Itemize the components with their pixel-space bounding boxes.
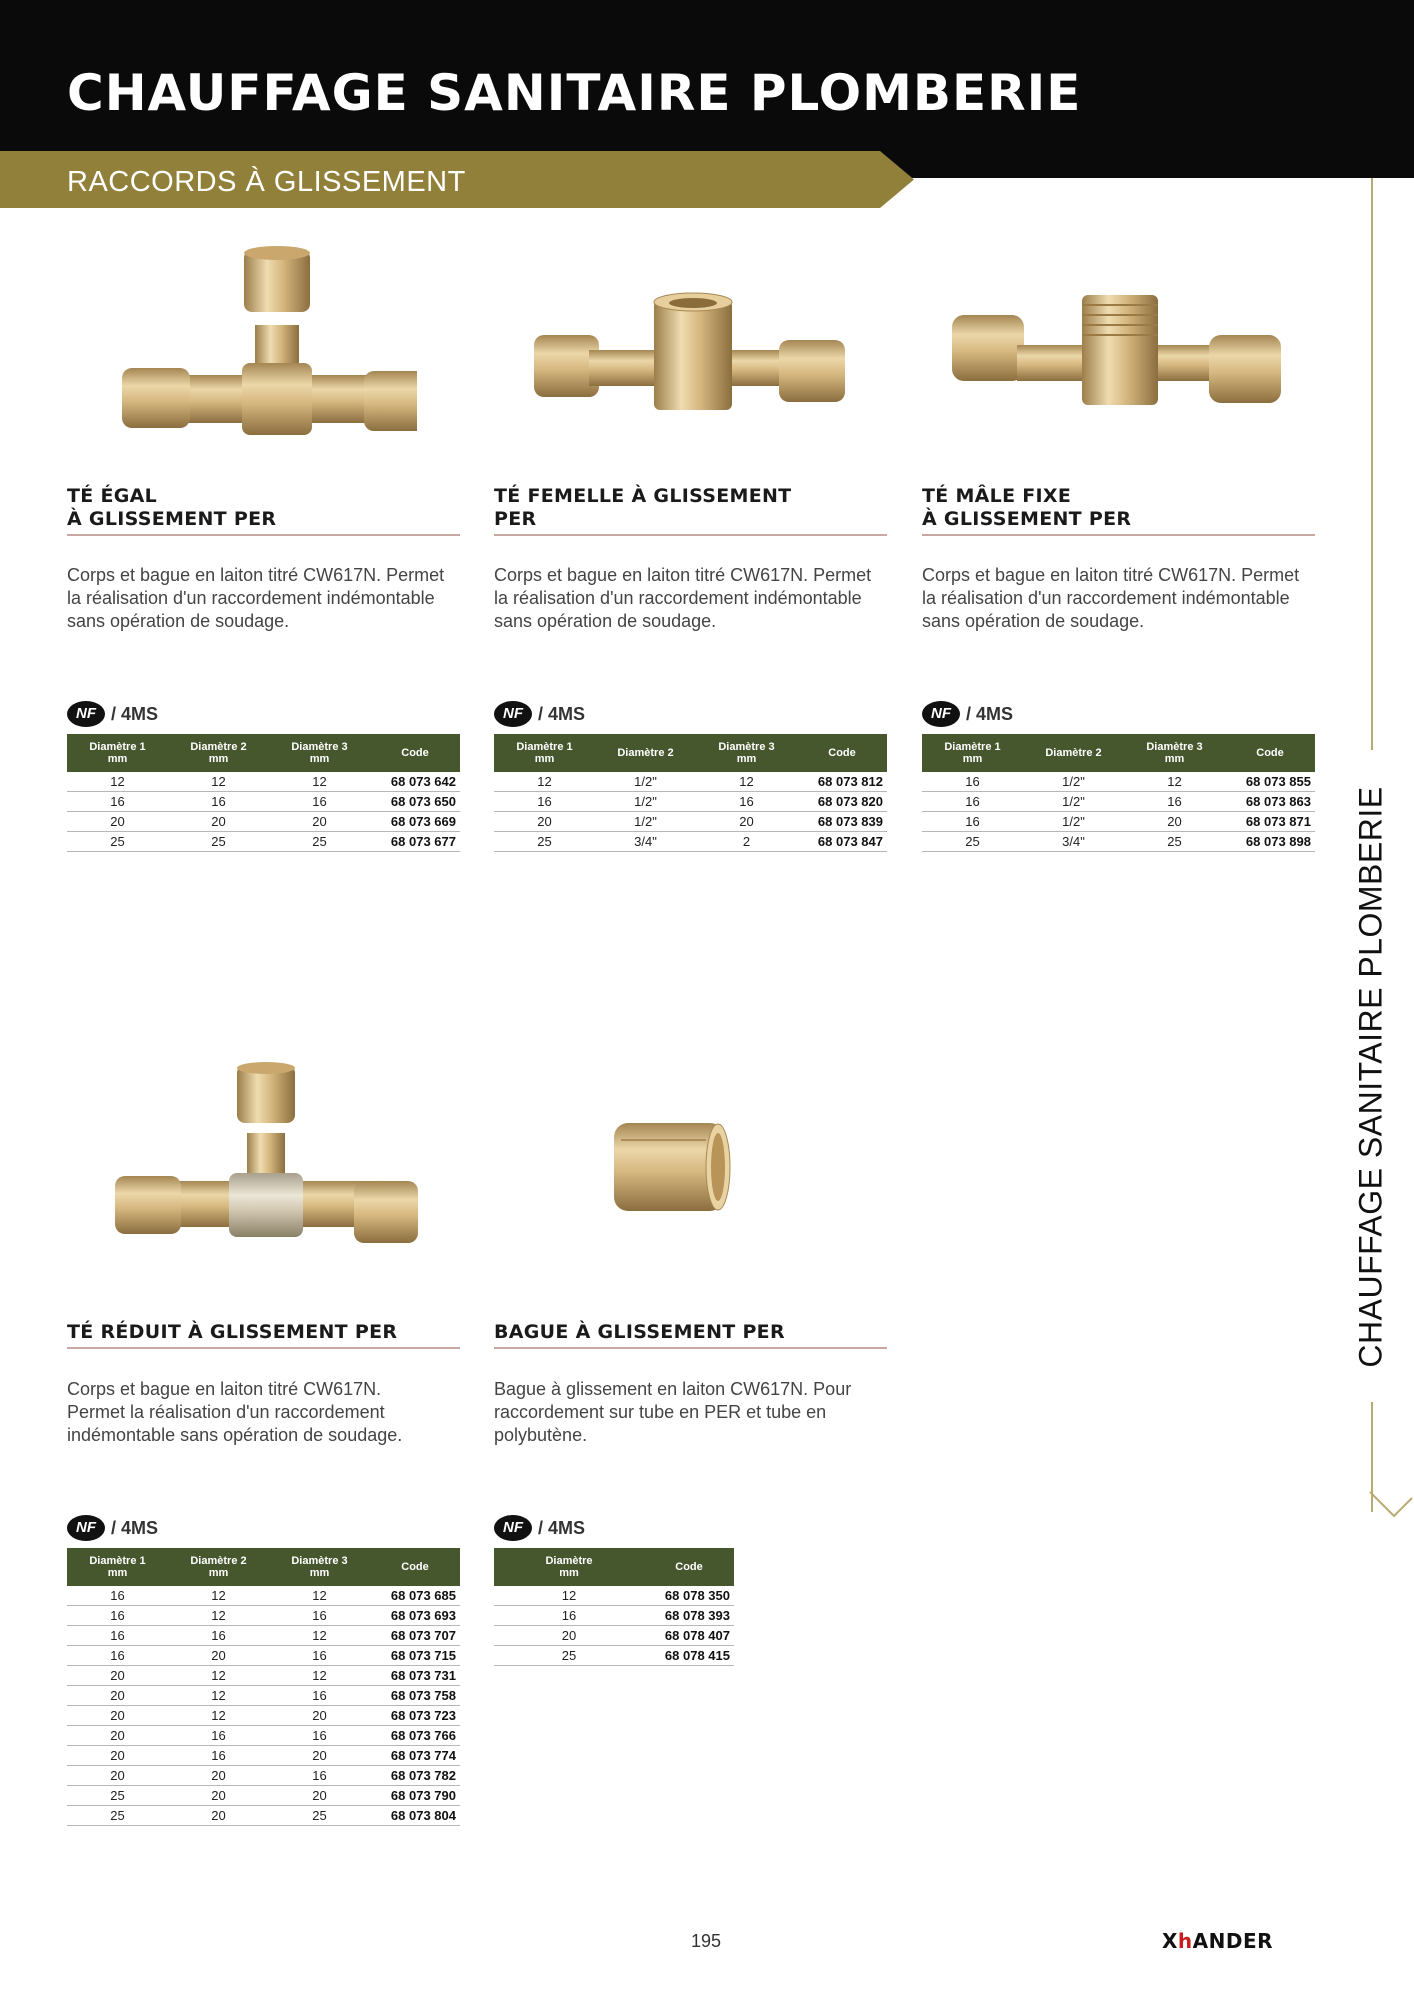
desc-line: Corps et bague en laiton titré CW617N. Permet (922, 565, 1300, 585)
certification-label: / 4MS (966, 703, 1014, 724)
code-cell: 68 073 782 (370, 1766, 460, 1786)
desc-line: sans opération de soudage. (494, 611, 717, 631)
table-cell: 12 (494, 772, 595, 792)
desc-line: Permet la réalisation d'un raccordement (67, 1402, 385, 1422)
table-cell: 12 (168, 1606, 269, 1626)
code-cell: 68 073 855 (1225, 772, 1315, 792)
title-line: TÉ FEMELLE À GLISSEMENT (494, 485, 792, 507)
column-header: Diamètre 3 mm (269, 734, 370, 772)
table-row (494, 1606, 734, 1626)
product-description (494, 564, 887, 633)
brand-part: ANDER (1192, 1929, 1274, 1953)
table-row (67, 1626, 460, 1646)
code-cell: 68 073 804 (370, 1806, 460, 1826)
code-cell: 68 073 707 (370, 1626, 460, 1646)
table-row (67, 772, 460, 792)
desc-line: la réalisation d'un raccordement indémontable (67, 588, 435, 608)
table-row (67, 1766, 460, 1786)
desc-line: Corps et bague en laiton titré CW617N. (67, 1379, 382, 1399)
code-cell: 68 073 731 (370, 1666, 460, 1686)
brand-part: h (1177, 1929, 1193, 1953)
table-cell: 16 (269, 1606, 370, 1626)
table-cell: 20 (67, 1686, 168, 1706)
product-title (922, 485, 1315, 536)
table-row (67, 1706, 460, 1726)
section-title: RACCORDS À GLISSEMENT (67, 166, 466, 198)
code-cell: 68 073 812 (797, 772, 887, 792)
code-cell: 68 078 415 (644, 1646, 734, 1666)
brand-part: X (1162, 1929, 1178, 1953)
table-cell: 3/4" (595, 832, 696, 852)
table-cell: 16 (168, 1746, 269, 1766)
table-cell: 12 (168, 772, 269, 792)
table-cell: 25 (67, 832, 168, 852)
table-row (67, 1606, 460, 1626)
desc-line: la réalisation d'un raccordement indémontable (494, 588, 862, 608)
table-cell: 16 (922, 792, 1023, 812)
table-row (494, 772, 887, 792)
te-male-image (947, 290, 1287, 460)
table-row (67, 812, 460, 832)
column-header: Diamètre 3 mm (1124, 734, 1225, 772)
table-cell: 20 (168, 1806, 269, 1826)
code-cell: 68 073 790 (370, 1786, 460, 1806)
table-cell: 1/2" (1023, 772, 1124, 792)
desc-line: polybutène. (494, 1425, 588, 1445)
column-header: Diamètre 2 (1023, 734, 1124, 772)
table-cell: 25 (1124, 832, 1225, 852)
table-cell: 1/2" (1023, 792, 1124, 812)
table-cell: 20 (696, 812, 797, 832)
table-cell: 20 (168, 1766, 269, 1786)
table-cell: 16 (269, 1726, 370, 1746)
table-row (494, 1586, 734, 1606)
table-cell: 12 (494, 1586, 644, 1606)
table-cell: 16 (67, 792, 168, 812)
table-cell: 20 (67, 1766, 168, 1786)
desc-line: Corps et bague en laiton titré CW617N. Permet (494, 565, 872, 585)
table-cell: 12 (269, 1586, 370, 1606)
product-description (67, 564, 460, 633)
title-line: À GLISSEMENT PER (67, 508, 277, 530)
nf-logo-icon: NF (494, 1515, 532, 1541)
column-header: Diamètre 1 mm (922, 734, 1023, 772)
column-header: Diamètre 1 mm (494, 734, 595, 772)
nf-logo-icon: NF (67, 1515, 105, 1541)
table-cell: 20 (67, 1666, 168, 1686)
code-cell: 68 073 677 (370, 832, 460, 852)
product-title (67, 1321, 460, 1349)
table-row (494, 792, 887, 812)
table-cell: 1/2" (595, 792, 696, 812)
table-cell: 12 (168, 1666, 269, 1686)
code-cell: 68 073 669 (370, 812, 460, 832)
table-cell: 1/2" (595, 812, 696, 832)
table-cell: 25 (67, 1806, 168, 1826)
product-title (494, 1321, 887, 1349)
table-cell: 20 (67, 1726, 168, 1746)
column-header: Diamètre 3 mm (269, 1548, 370, 1586)
desc-line: sans opération de soudage. (67, 611, 290, 631)
certification-label: / 4MS (111, 1517, 159, 1538)
product-description (494, 1378, 887, 1447)
table-cell: 16 (67, 1646, 168, 1666)
table-cell: 20 (269, 1706, 370, 1726)
table-row (67, 1646, 460, 1666)
code-cell: 68 073 685 (370, 1586, 460, 1606)
table-cell: 20 (67, 1746, 168, 1766)
table-row (67, 1806, 460, 1826)
table-cell: 20 (168, 1786, 269, 1806)
table-cell: 16 (269, 1766, 370, 1786)
column-header: Diamètre 1 mm (67, 1548, 168, 1586)
table-cell: 12 (168, 1706, 269, 1726)
table-cell: 25 (494, 1646, 644, 1666)
product-te-male (922, 230, 1315, 870)
column-header: Diamètre mm (494, 1548, 644, 1586)
column-header: Code (1225, 734, 1315, 772)
table-cell: 20 (168, 812, 269, 832)
title-line: PER (494, 508, 537, 530)
product-table (922, 734, 1315, 852)
title-line: BAGUE À GLISSEMENT PER (494, 1321, 785, 1343)
table-cell: 16 (168, 1626, 269, 1646)
nf-logo-icon: NF (494, 701, 532, 727)
code-cell: 68 078 350 (644, 1586, 734, 1606)
product-te-femelle (494, 230, 887, 870)
table-cell: 16 (494, 792, 595, 812)
title-line: TÉ RÉDUIT À GLISSEMENT PER (67, 1321, 398, 1343)
table-cell: 12 (67, 772, 168, 792)
table-row (67, 792, 460, 812)
table-cell: 16 (67, 1626, 168, 1646)
table-cell: 16 (696, 792, 797, 812)
code-cell: 68 073 898 (1225, 832, 1315, 852)
title-line: TÉ MÂLE FIXE (922, 485, 1072, 507)
product-table (67, 734, 460, 852)
table-cell: 3/4" (1023, 832, 1124, 852)
side-category-label: CHAUFFAGE SANITAIRE PLOMBERIE (1352, 786, 1389, 1368)
column-header: Code (797, 734, 887, 772)
code-cell: 68 073 715 (370, 1646, 460, 1666)
table-row (494, 1646, 734, 1666)
product-bague (494, 1045, 887, 1663)
table-row (67, 1586, 460, 1606)
code-cell: 68 078 407 (644, 1626, 734, 1646)
table-row (494, 812, 887, 832)
table-cell: 16 (269, 1646, 370, 1666)
chevron-down-icon (1368, 1490, 1414, 1520)
certification-label: / 4MS (538, 703, 586, 724)
certification (67, 701, 158, 727)
certification-label: / 4MS (538, 1517, 586, 1538)
table-cell: 16 (67, 1606, 168, 1626)
table-cell: 20 (168, 1646, 269, 1666)
table-cell: 16 (67, 1586, 168, 1606)
certification-label: / 4MS (111, 703, 159, 724)
table-cell: 25 (269, 832, 370, 852)
desc-line: Bague à glissement en laiton CW617N. Pour (494, 1379, 852, 1399)
nf-logo-icon: NF (922, 701, 960, 727)
product-te-egal (67, 230, 460, 870)
table-row (67, 1666, 460, 1686)
desc-line: raccordement sur tube en PER et tube en (494, 1402, 827, 1422)
te-reduit-image (112, 1061, 422, 1276)
code-cell: 68 073 642 (370, 772, 460, 792)
table-cell: 12 (269, 772, 370, 792)
code-cell: 68 073 693 (370, 1606, 460, 1626)
desc-line: sans opération de soudage. (922, 611, 1145, 631)
code-cell: 68 073 847 (797, 832, 887, 852)
table-cell: 16 (269, 792, 370, 812)
certification (494, 1515, 585, 1541)
nf-logo-icon: NF (67, 701, 105, 727)
te-femelle-image (529, 290, 849, 460)
brand-logo (1162, 1929, 1273, 1953)
certification (922, 701, 1013, 727)
table-cell: 20 (67, 1706, 168, 1726)
table-cell: 12 (168, 1586, 269, 1606)
table-cell: 12 (696, 772, 797, 792)
bague-image (606, 1105, 731, 1225)
title-line: TÉ ÉGAL (67, 485, 158, 507)
code-cell: 68 073 774 (370, 1746, 460, 1766)
product-table (494, 1548, 734, 1666)
code-cell: 68 073 863 (1225, 792, 1315, 812)
table-cell: 16 (494, 1606, 644, 1626)
code-cell: 68 073 839 (797, 812, 887, 832)
code-cell: 68 073 758 (370, 1686, 460, 1706)
column-header: Diamètre 2 (595, 734, 696, 772)
table-cell: 16 (922, 812, 1023, 832)
table-row (67, 1686, 460, 1706)
te-egal-image (117, 245, 417, 470)
column-header: Code (644, 1548, 734, 1586)
certification (494, 701, 585, 727)
table-cell: 16 (1124, 792, 1225, 812)
product-title (67, 485, 460, 536)
table-cell: 25 (494, 832, 595, 852)
table-row (922, 772, 1315, 792)
column-header: Diamètre 2 mm (168, 734, 269, 772)
product-description (922, 564, 1315, 633)
table-cell: 25 (269, 1806, 370, 1826)
table-row (67, 1746, 460, 1766)
table-cell: 16 (168, 1726, 269, 1746)
table-cell: 20 (494, 1626, 644, 1646)
product-te-reduit (67, 1045, 460, 1845)
table-row (922, 792, 1315, 812)
table-cell: 20 (269, 1746, 370, 1766)
table-row (67, 832, 460, 852)
table-cell: 25 (922, 832, 1023, 852)
column-header: Code (370, 734, 460, 772)
desc-line: la réalisation d'un raccordement indémontable (922, 588, 1290, 608)
table-cell: 12 (269, 1666, 370, 1686)
page-number: 195 (690, 1931, 722, 1951)
table-cell: 12 (168, 1686, 269, 1706)
product-table (494, 734, 887, 852)
code-cell: 68 073 723 (370, 1706, 460, 1726)
table-cell: 20 (269, 812, 370, 832)
table-cell: 20 (67, 812, 168, 832)
column-header: Diamètre 2 mm (168, 1548, 269, 1586)
certification (67, 1515, 158, 1541)
table-cell: 20 (494, 812, 595, 832)
table-cell: 2 (696, 832, 797, 852)
side-rule-top (1371, 178, 1373, 750)
column-header: Diamètre 3 mm (696, 734, 797, 772)
product-title (494, 485, 887, 536)
code-cell: 68 078 393 (644, 1606, 734, 1626)
code-cell: 68 073 871 (1225, 812, 1315, 832)
table-row (922, 812, 1315, 832)
desc-line: indémontable sans opération de soudage. (67, 1425, 403, 1445)
table-row (922, 832, 1315, 852)
table-cell: 25 (168, 832, 269, 852)
table-row (494, 1626, 734, 1646)
table-cell: 25 (67, 1786, 168, 1806)
table-cell: 16 (269, 1686, 370, 1706)
column-header: Diamètre 1 mm (67, 734, 168, 772)
code-cell: 68 073 650 (370, 792, 460, 812)
table-cell: 16 (922, 772, 1023, 792)
table-cell: 20 (1124, 812, 1225, 832)
column-header: Code (370, 1548, 460, 1586)
code-cell: 68 073 766 (370, 1726, 460, 1746)
table-cell: 1/2" (595, 772, 696, 792)
table-row (67, 1726, 460, 1746)
page-title: CHAUFFAGE SANITAIRE PLOMBERIE (67, 64, 1082, 122)
table-cell: 12 (269, 1626, 370, 1646)
table-cell: 1/2" (1023, 812, 1124, 832)
product-description (67, 1378, 460, 1447)
code-cell: 68 073 820 (797, 792, 887, 812)
desc-line: Corps et bague en laiton titré CW617N. Permet (67, 565, 445, 585)
table-cell: 12 (1124, 772, 1225, 792)
table-cell: 20 (269, 1786, 370, 1806)
table-row (494, 832, 887, 852)
table-cell: 16 (168, 792, 269, 812)
product-table (67, 1548, 460, 1826)
table-row (67, 1786, 460, 1806)
title-line: À GLISSEMENT PER (922, 508, 1132, 530)
